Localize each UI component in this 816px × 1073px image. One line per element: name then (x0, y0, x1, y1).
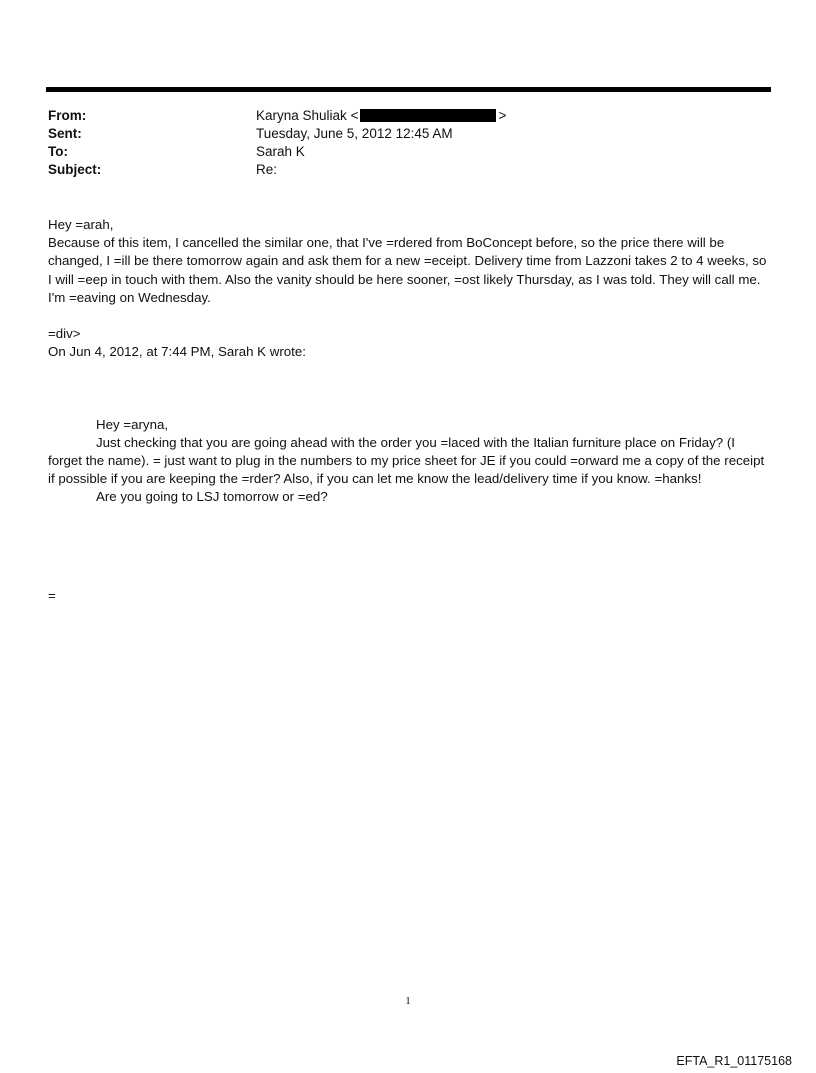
quoted-greeting: Hey =aryna, (96, 416, 169, 432)
to-label: To: (48, 144, 68, 159)
from-open: < (350, 108, 359, 123)
subject-value: Re: (256, 162, 278, 177)
page-number: 1 (405, 995, 411, 1007)
sent-label: Sent: (48, 126, 82, 141)
sent-value: Tuesday, June 5, 2012 12:45 AM (256, 126, 453, 141)
header-rule (46, 87, 771, 92)
leaving-line: I'm =eaving on Wednesday. (48, 289, 211, 305)
quote-intro: On Jun 4, 2012, at 7:44 PM, Sarah K wrote: (48, 344, 306, 360)
from-name: Karyna Shuliak (256, 108, 347, 123)
quoted-question: Are you going to LSJ tomorrow or =ed? (96, 489, 328, 505)
trailing-char: = (48, 587, 56, 603)
sent-row (48, 125, 506, 143)
greeting: Hey =arah, (48, 217, 114, 232)
div-tag-line: =div> (48, 326, 81, 342)
to-value: Sarah K (256, 144, 305, 159)
subject-label: Subject: (48, 162, 102, 177)
from-value (256, 107, 506, 125)
email-body (48, 216, 770, 605)
document-id: EFTA_R1_01175168 (676, 1054, 792, 1068)
to-row (48, 143, 506, 161)
body-paragraph: Because of this item, I cancelled the similar one, that I've =rdered from BoConcept before, so the price there will be changed, I =ill be there tomorrow again and ask them for a new =eceipt. Delivery time from Lazzoni takes 2 to 4 weeks, so I will =eep in touch with them. Also the vanity should be here sooner, =ost likely Thursday, as I was told. They will call me. (48, 235, 767, 287)
from-row (48, 107, 506, 125)
redacted-email (360, 109, 496, 122)
email-header (48, 107, 506, 179)
from-label: From: (48, 108, 87, 123)
quoted-paragraph: Just checking that you are going ahead with the order you =laced with the Italian furniture place on Friday? (I forget the name). = just want to plug in the numbers to my price sheet for JE if you could =orward me a copy of the receipt if possible if you are keeping the =rder? Also, if you can let me know the lead/delivery time if you know. =hanks! (48, 434, 765, 487)
subject-row (48, 161, 506, 179)
from-close: > (498, 108, 507, 123)
